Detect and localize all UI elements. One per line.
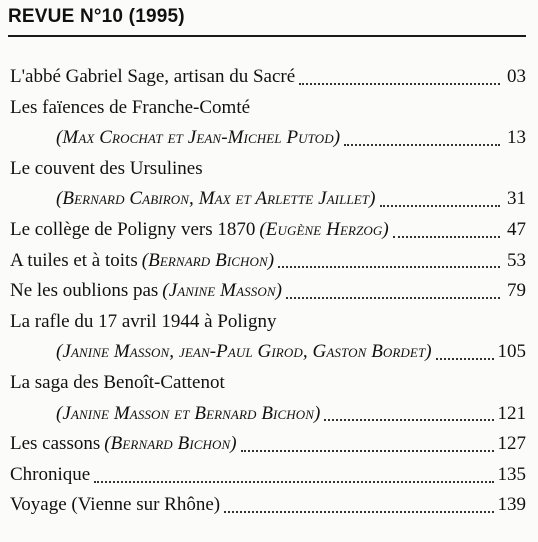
page-number: 03: [507, 66, 526, 87]
toc-entry: [10, 93, 526, 124]
header-rule: [8, 35, 526, 37]
toc-entry: [10, 215, 526, 246]
dot-leader: [393, 235, 500, 238]
page-number: 121: [497, 402, 526, 424]
dot-leader: [299, 82, 500, 85]
entry-author: (Janine Masson): [162, 280, 283, 302]
table-of-contents: [10, 62, 526, 521]
toc-entry-authors: [10, 184, 526, 215]
entry-author: (Bernard Bichon): [141, 249, 275, 271]
dot-leader: [241, 449, 494, 452]
entry-author: (Janine Masson et Bernard Bichon): [56, 402, 321, 424]
toc-entry: [10, 154, 526, 185]
toc-entry: [10, 307, 526, 338]
entry-title: Le couvent des Ursulines: [10, 157, 203, 179]
dot-leader: [324, 418, 493, 421]
entry-author: (Max Crochat et Jean-Michel Putod): [56, 127, 341, 149]
dot-leader: [286, 296, 500, 299]
page-number: 79: [507, 280, 526, 302]
entry-title: Chronique: [10, 463, 91, 485]
entry-title: Les faïences de Franche-Comté: [10, 96, 251, 118]
dot-leader: [344, 143, 500, 146]
page-number: 135: [497, 463, 526, 485]
toc-entry-authors: [10, 337, 526, 368]
toc-entry: [10, 276, 526, 307]
entry-title: Ne les oublions pas: [10, 280, 159, 302]
issue-title: REVUE N°10 (1995): [8, 6, 185, 27]
dot-leader: [436, 357, 494, 360]
toc-entry: [10, 490, 526, 521]
entry-title: Les cassons: [10, 433, 101, 455]
toc-entry: [10, 460, 526, 491]
page-number: 31: [507, 188, 526, 210]
page-number: 47: [507, 218, 526, 240]
entry-author: (Bernard Cabiron, Max et Arlette Jaillet): [56, 188, 376, 210]
entry-author: (Bernard Bichon): [104, 433, 237, 455]
entry-title: A tuiles et à toits: [10, 249, 138, 271]
toc-entry: [10, 62, 526, 93]
page-number: 139: [497, 494, 526, 516]
dot-leader: [224, 510, 493, 513]
dot-leader: [94, 480, 493, 483]
page-number: 13: [507, 127, 526, 149]
toc-entry: [10, 429, 526, 460]
entry-title: L'abbé Gabriel Sage, artisan du Sacré: [10, 66, 296, 87]
entry-author: (Eugène Herzog): [259, 218, 389, 240]
dot-leader: [380, 204, 500, 207]
page-number: 105: [497, 341, 526, 363]
toc-entry: [10, 368, 526, 399]
entry-author: (Janine Masson, jean-Paul Girod, Gaston Bordet): [56, 341, 432, 363]
dot-leader: [278, 265, 500, 268]
entry-title: La saga des Benoît-Cattenot: [10, 371, 225, 393]
toc-entry-authors: [10, 399, 526, 430]
entry-title: Voyage (Vienne sur Rhône): [10, 494, 221, 516]
toc-entry: [10, 246, 526, 277]
entry-title: La rafle du 17 avril 1944 à Poligny: [10, 310, 277, 332]
entry-title: Le collège de Poligny vers 1870: [10, 218, 256, 240]
page-number: 53: [507, 249, 526, 271]
toc-entry-authors: [10, 123, 526, 154]
page-number: 127: [497, 433, 526, 455]
